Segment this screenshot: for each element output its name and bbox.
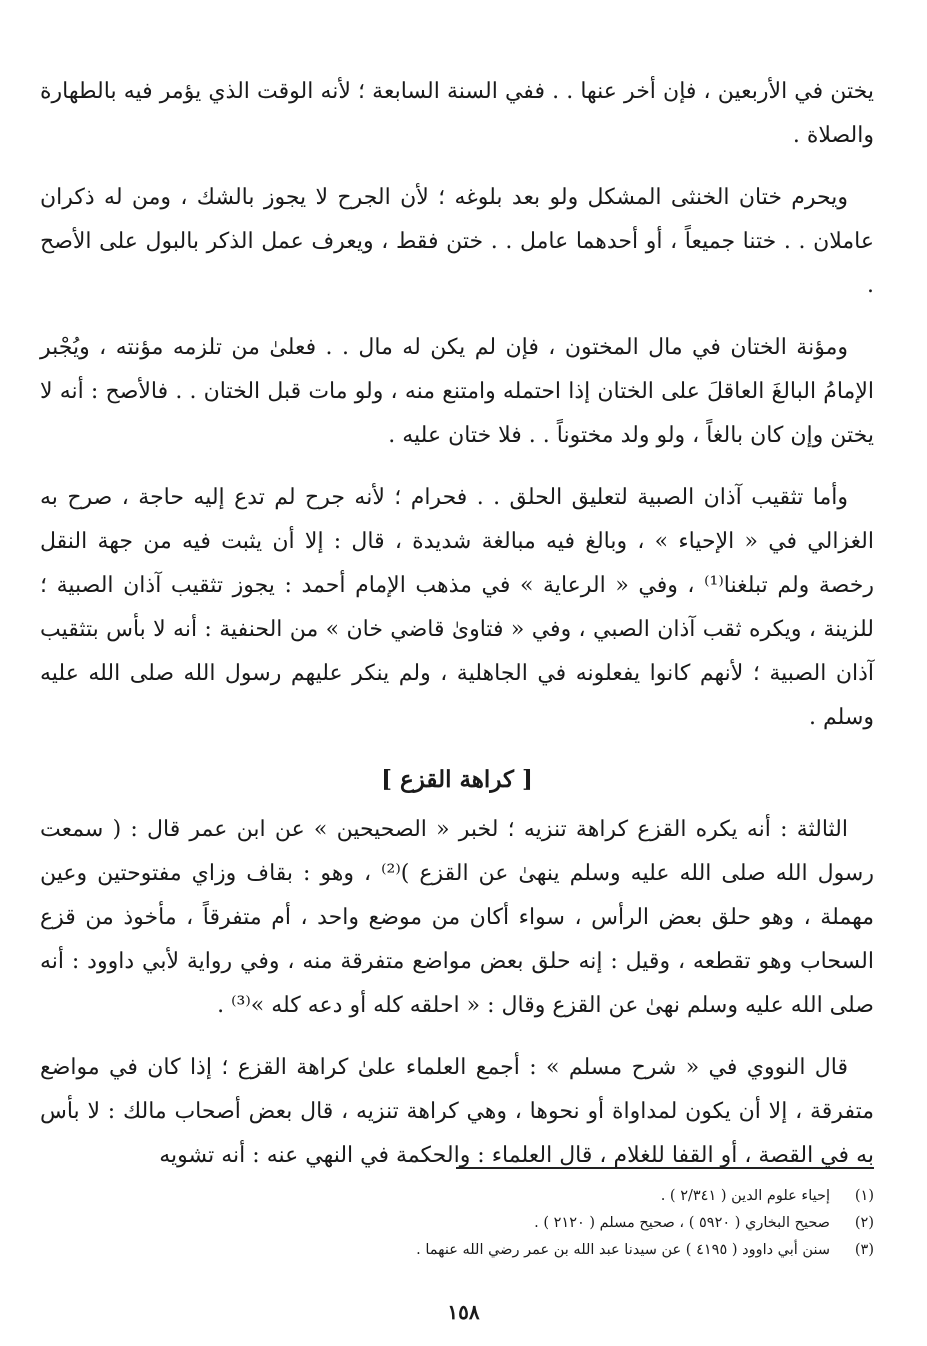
footnotes [40,1167,874,1264]
footnote-1 [40,1183,874,1210]
footnote-3 [40,1237,874,1264]
footnote-text: سنن أبي داوود ( ٤١٩٥ ) عن سيدنا عبد الله بن عمر رضي الله عنهما . [416,1242,830,1258]
paragraph-3: ومؤنة الختان في مال المختون ، فإن لم يكن له مال . . فعلىٰ من تلزمه مؤنته ، ويُجْبر الإمامُ البالغَ العاقلَ على الختان إذا احتمله وامتنع منه ، ولو مات قبل الختان . . فالأصح : أنه لا يختن وإن كان بالغاً ، ولو ولد مختوناً . . فلا ختان عليه . [40,335,874,448]
footnote-number: (١) [854,1188,874,1204]
footnote-text: صحيح البخاري ( ٥٩٢٠ ) ، صحيح مسلم ( ٢١٢٠ ) . [534,1215,830,1231]
paragraph-2: ويحرم ختان الخنثى المشكل ولو بعد بلوغه ؛ لأن الجرح لا يجوز بالشك ، ومن له ذكران عاملان . . ختنا جميعاً ، أو أحدهما عامل . . ختن فقط ، ويعرف عمل الذكر بالبول على الأصح . [40,185,874,298]
section-paragraph-2: قال النووي في « شرح مسلم » : أجمع العلماء علىٰ كراهة القزع ؛ إذا كان في مواضع متفرقة ، إلا أن يكون لمداواة أو نحوها ، وهي كراهة تنزيه ، قال بعض أصحاب مالك : لا بأس به في القصة ، أو القفا للغلام ، قال العلماء : والحكمة في النهي عنه : أنه تشويه [40,1055,874,1168]
paragraph-1: يختن في الأربعين ، فإن أخر عنها . . ففي السنة السابعة ؛ لأنه الوقت الذي يؤمر فيه بالطهارة والصلاة . [40,79,874,148]
paragraph-4: وأما تثقيب آذان الصبية لتعليق الحلق . . فحرام ؛ لأنه جرح لم تدع إليه حاجة ، صرح به الغزالي في « الإحياء » ، وبالغ فيه مبالغة شديدة ، قال : إلا أن يثبت فيه من جهة النقل رخصة ولم تبلغنا⁽¹⁾ ، وفي « الرعاية » في مذهب الإمام أحمد : يجوز تثقيب آذان الصبية ؛ للزينة ، ويكره ثقب آذان الصبي ، وفي « فتاوىٰ قاضي خان » من الحنفية : أنه لا بأس بتثقيب آذان الصبية ؛ لأنهم كانوا يفعلونه في الجاهلية ، ولم ينكر عليهم رسول الله صلى الله عليه وسلم . [40,485,874,730]
section-heading: [ كراهة القزع ] [381,766,533,793]
footnote-divider [456,1167,874,1169]
footnote-number: (٣) [854,1242,874,1258]
page-body [40,70,874,1196]
footnote-text: إحياء علوم الدين ( ٢/٣٤١ ) . [660,1188,830,1204]
section-paragraph-1: الثالثة : أنه يكره القزع كراهة تنزيه ؛ لخبر « الصحيحين » عن ابن عمر قال : ( سمعت رسول الله صلى الله عليه وسلم ينهىٰ عن القزع )⁽²⁾ ، وهو : بقاف وزاي مفتوحتين وعين مهملة ، وهو حلق بعض الرأس ، سواء أكان من موضع واحد ، أم متفرقاً ، مأخوذ من قزع السحاب وهو تقطعه ، وقيل : إنه حلق بعض مواضع متفرقة منه ، وفي رواية لأبي داوود : أنه صلى الله عليه وسلم نهىٰ عن القزع وقال : « احلقه كله أو دعه كله »⁽³⁾ . [40,817,874,1018]
footnote-2 [40,1210,874,1237]
footnote-number: (٢) [854,1215,874,1231]
page-number: ١٥٨ [447,1300,480,1324]
